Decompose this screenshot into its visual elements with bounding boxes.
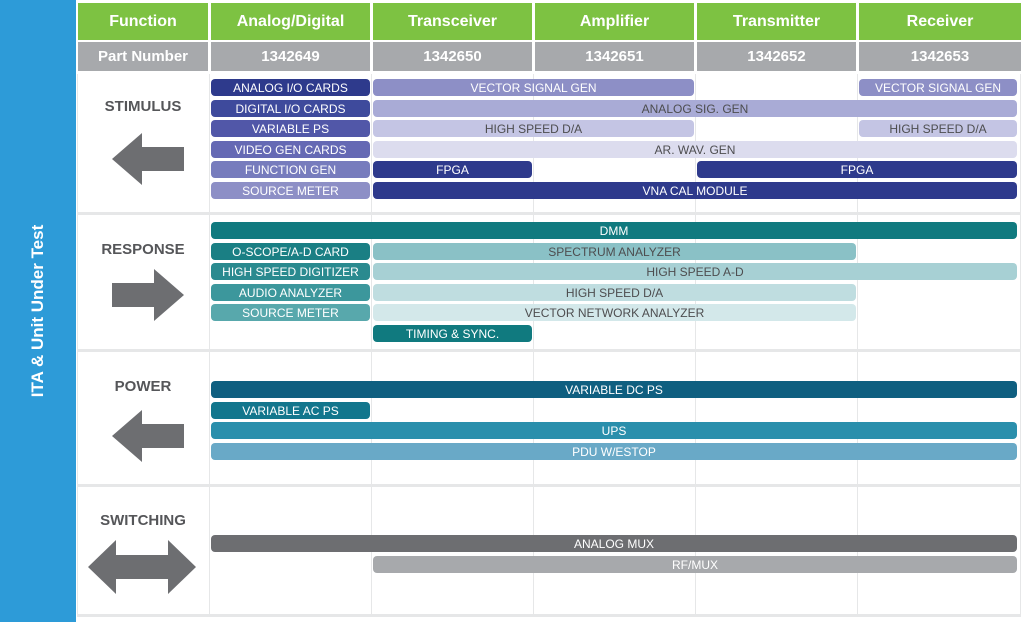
column-header-transmitter: Transmitter xyxy=(697,3,856,40)
power-bar: VARIABLE DC PS xyxy=(211,381,1017,398)
response-bar: HIGH SPEED A-D xyxy=(373,263,1017,280)
stimulus-bar: AR. WAV. GEN xyxy=(373,141,1017,158)
section-divider xyxy=(77,614,1021,617)
stimulus-bar: VECTOR SIGNAL GEN xyxy=(859,79,1017,96)
stimulus-bar: VARIABLE PS xyxy=(211,120,370,137)
response-bar: SPECTRUM ANALYZER xyxy=(373,243,856,260)
section-divider xyxy=(77,349,1021,352)
stimulus-bar: FUNCTION GEN xyxy=(211,161,370,178)
response-bar: HIGH SPEED DIGITIZER xyxy=(211,263,370,280)
stimulus-bar: FPGA xyxy=(697,161,1017,178)
sidebar-title: ITA & Unit Under Test xyxy=(28,224,47,398)
stimulus-bar: SOURCE METER xyxy=(211,182,370,199)
part-number-transceiver: 1342650 xyxy=(373,42,532,71)
stimulus-bar: ANALOG SIG. GEN xyxy=(373,100,1017,117)
left-arrow-icon xyxy=(112,410,184,462)
response-bar: AUDIO ANALYZER xyxy=(211,284,370,301)
left-arrow-icon xyxy=(112,133,184,185)
right-arrow-icon xyxy=(112,269,184,321)
response-bar: HIGH SPEED D/A xyxy=(373,284,856,301)
power-bar: PDU W/ESTOP xyxy=(211,443,1017,460)
power-label: POWER xyxy=(114,378,172,395)
stimulus-bar: FPGA xyxy=(373,161,532,178)
stimulus-bar: VNA CAL MODULE xyxy=(373,182,1017,199)
stimulus-bar: ANALOG I/O CARDS xyxy=(211,79,370,96)
grid-line xyxy=(209,74,210,616)
part-number-analog-digital: 1342649 xyxy=(211,42,370,71)
power-bar: VARIABLE AC PS xyxy=(211,402,370,419)
stimulus-bar: DIGITAL I/O CARDS xyxy=(211,100,370,117)
power-bar: UPS xyxy=(211,422,1017,439)
response-label: RESPONSE xyxy=(101,241,185,258)
stimulus-bar: VECTOR SIGNAL GEN xyxy=(373,79,694,96)
stimulus-bar: VIDEO GEN CARDS xyxy=(211,141,370,158)
part-number-transmitter: 1342652 xyxy=(697,42,856,71)
grid-line xyxy=(77,74,78,616)
switching-label: SWITCHING xyxy=(100,512,186,529)
response-bar: SOURCE METER xyxy=(211,304,370,321)
column-header-receiver: Receiver xyxy=(859,3,1021,40)
switching-bar: RF/MUX xyxy=(373,556,1017,573)
stimulus-bar: HIGH SPEED D/A xyxy=(859,120,1017,137)
section-divider xyxy=(77,484,1021,487)
stimulus-label: STIMULUS xyxy=(104,98,182,115)
column-header-amplifier: Amplifier xyxy=(535,3,694,40)
sidebar xyxy=(0,0,76,622)
section-divider xyxy=(77,212,1021,215)
part-number-header: Part Number xyxy=(78,42,208,71)
column-header-analog-digital: Analog/Digital xyxy=(211,3,370,40)
stimulus-bar: HIGH SPEED D/A xyxy=(373,120,694,137)
column-header-transceiver: Transceiver xyxy=(373,3,532,40)
double-arrow-icon xyxy=(88,540,196,594)
grid-line xyxy=(1020,74,1021,616)
response-bar: VECTOR NETWORK ANALYZER xyxy=(373,304,856,321)
response-bar: DMM xyxy=(211,222,1017,239)
response-bar: TIMING & SYNC. xyxy=(373,325,532,342)
switching-bar: ANALOG MUX xyxy=(211,535,1017,552)
part-number-amplifier: 1342651 xyxy=(535,42,694,71)
part-number-receiver: 1342653 xyxy=(859,42,1021,71)
function-header: Function xyxy=(78,3,208,40)
response-bar: O-SCOPE/A-D CARD xyxy=(211,243,370,260)
